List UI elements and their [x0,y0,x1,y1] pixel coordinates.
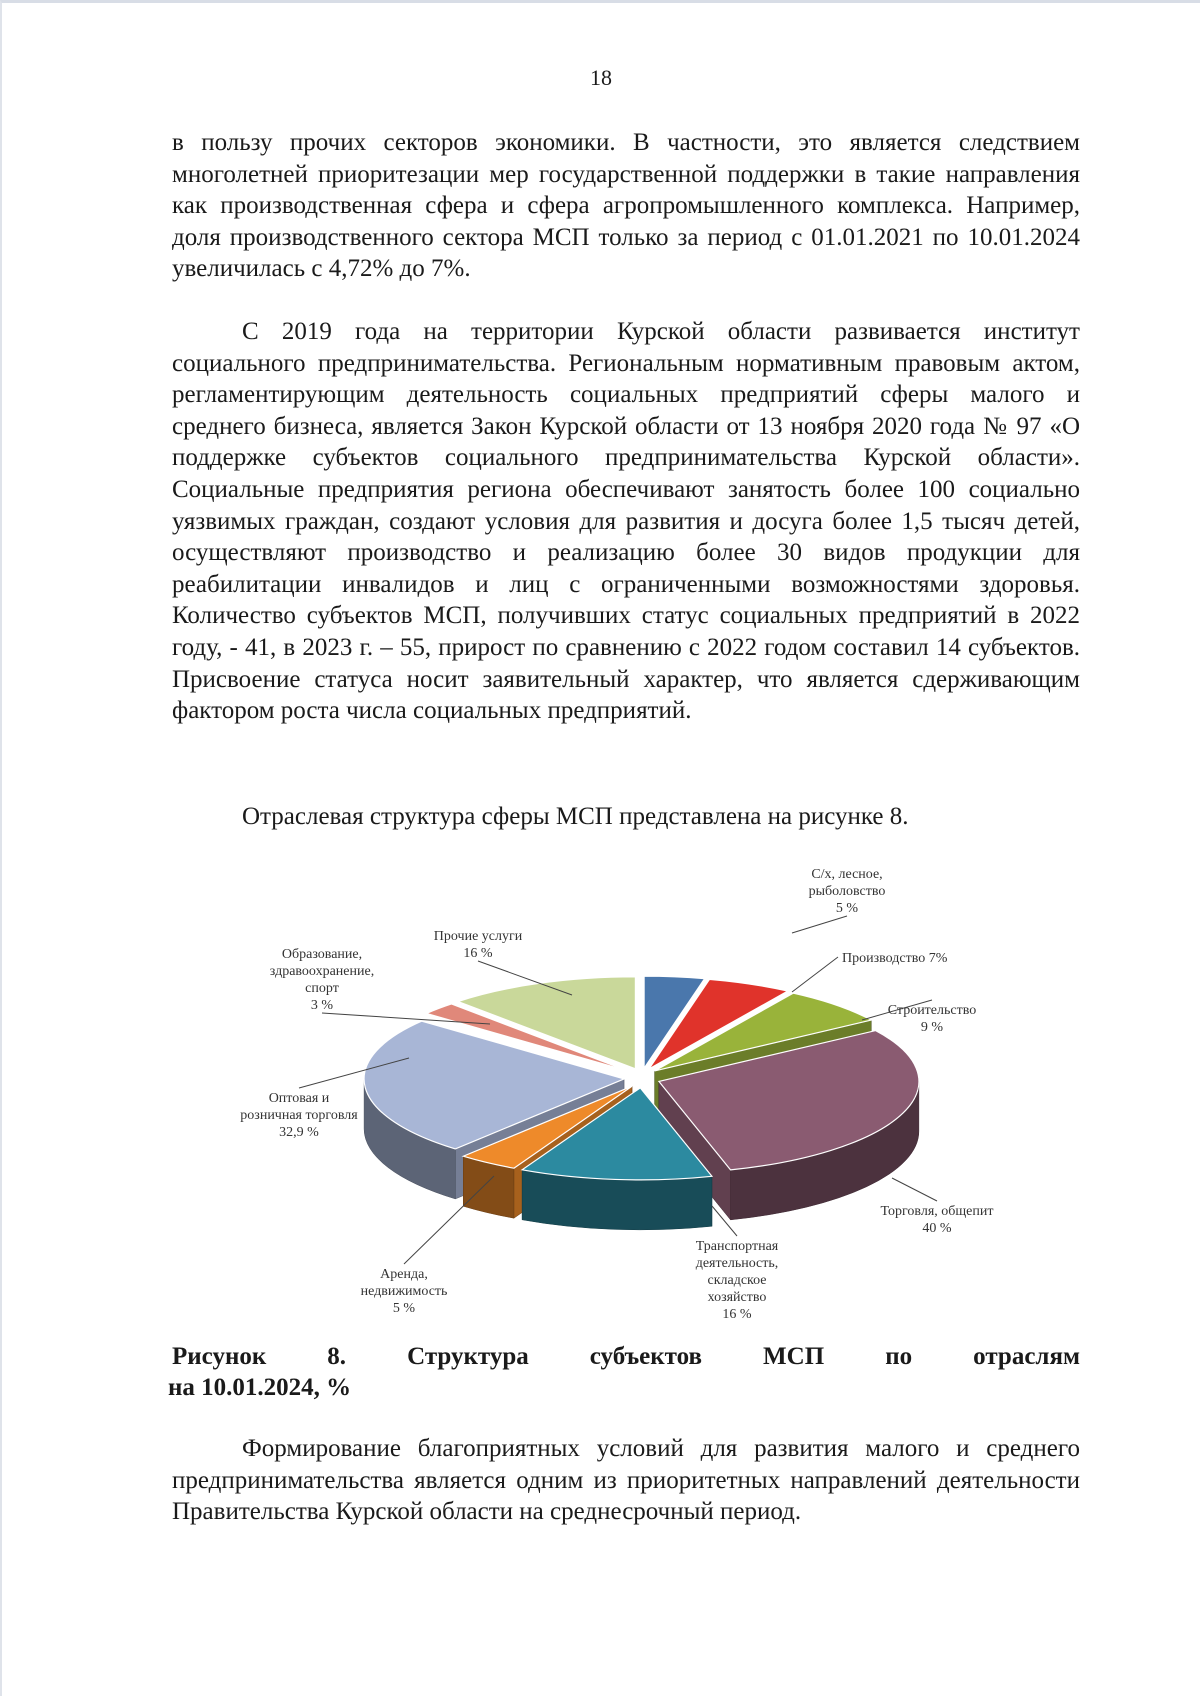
slice-label-line: рыболовство [808,884,886,899]
paragraph-figure-reference [172,801,1080,833]
leader-line [792,916,847,933]
slice-label-line: С/х, лесное, [811,867,883,882]
sme-industry-pie-chart [202,858,1062,1348]
slice-label [881,1204,994,1236]
slice-label-line: 5 % [392,1301,416,1316]
slice-label [696,1239,779,1322]
slice-label-line: 32,9 % [279,1125,319,1140]
slice-label-line: здравоохранение, [269,964,375,979]
slice-label-line: Торговля, общепит [880,1204,994,1219]
slice-label-line: Образование, [281,947,363,962]
leader-line [892,1178,937,1201]
slice-label-line: недвижимость [360,1284,448,1299]
slice-label-line: 9 % [920,1020,944,1035]
leader-line [792,957,838,992]
slice-label [270,947,374,1013]
slice-label-line: 16 % [722,1307,752,1322]
figure-caption-line-1: Рисунок 8. Структура субъектов МСП по отраслям [172,1343,1080,1370]
slice-label-line: Строительство [887,1003,977,1018]
paragraph-continuation [172,127,1080,285]
slice-label-line: 40 % [922,1221,952,1236]
slice-label-line: розничная торговля [240,1108,358,1123]
slice-label [809,867,886,916]
paragraph: Отраслевая структура сферы МСП представлена на рисунке 8. [242,803,909,830]
slice-label-line: спорт [305,981,339,996]
slice-label-line: Аренда, [380,1267,428,1282]
slice-label-line: 16 % [463,946,493,961]
slice-label-line: Производство 7% [842,951,948,966]
slice-label-line: деятельность, [695,1256,779,1271]
slice-label-line: хозяйство [707,1290,767,1305]
paragraph-conclusion [172,1433,1080,1528]
slice-label [434,929,523,961]
slice-label [240,1091,358,1140]
paragraph: С 2019 года на территории Курской области развивается институт социального предпринимательства. Региональным нормативным правовым актом, регламентирующим деятельность социальных предприятий сферы малого и среднего бизнеса, является Закон Курской области от 13 ноября 2020 года № 97 «О поддержке субъектов социального предпринимательства Курской области». Социальные предприятия региона обеспечивают занятость более 100 социально уязвимых граждан, создают условия для развития и досуга более 1,5 тысяч детей, осуществляют производство и реализацию более 30 видов продукции для реабилитации инвалидов и лиц с ограниченными возможностями здоровья. Количество субъектов МСП, получивших статус социальных предприятий в 2022 году, - 41, в 2023 г. – 55, прирост по сравнению с 2022 годом составил 14 субъектов. Присвоение статуса носит заявительный характер, что является сдерживающим фактором роста числа социальных предприятий. [172,318,1080,725]
paragraph: в пользу прочих секторов экономики. В частности, это является следствием многолетней приоритезации мер государственной поддержки в такие направления как производственная сфера и сфера агропромышленного комплекса. Например, доля производственного сектора МСП только за период с 01.01.2021 по 10.01.2024 увеличилась с 4,72% до 7%. [172,129,1080,283]
paragraph: Формирование благоприятных условий для развития малого и среднего предпринимательства является одним из приоритетных направлений деятельности Правительства Курской области на среднесрочный период. [172,1435,1080,1526]
slice-label-line: Транспортная [695,1239,779,1254]
page-number: 18 [590,65,612,90]
slice-label-line: Оптовая и [268,1091,330,1106]
slice-label-line: складское [707,1273,767,1288]
pie-chart-svg [202,858,1062,1348]
figure-caption-line-2: на 10.01.2024, % [168,1374,352,1401]
slice-label [842,951,948,966]
paragraph-social-enterprise [172,316,1080,727]
slice-label-line: 5 % [835,901,859,916]
slice-label-line: Прочие услуги [433,929,523,944]
slice-label-line: 3 % [310,998,334,1013]
slice-label [361,1267,448,1316]
slice-label [888,1003,976,1035]
